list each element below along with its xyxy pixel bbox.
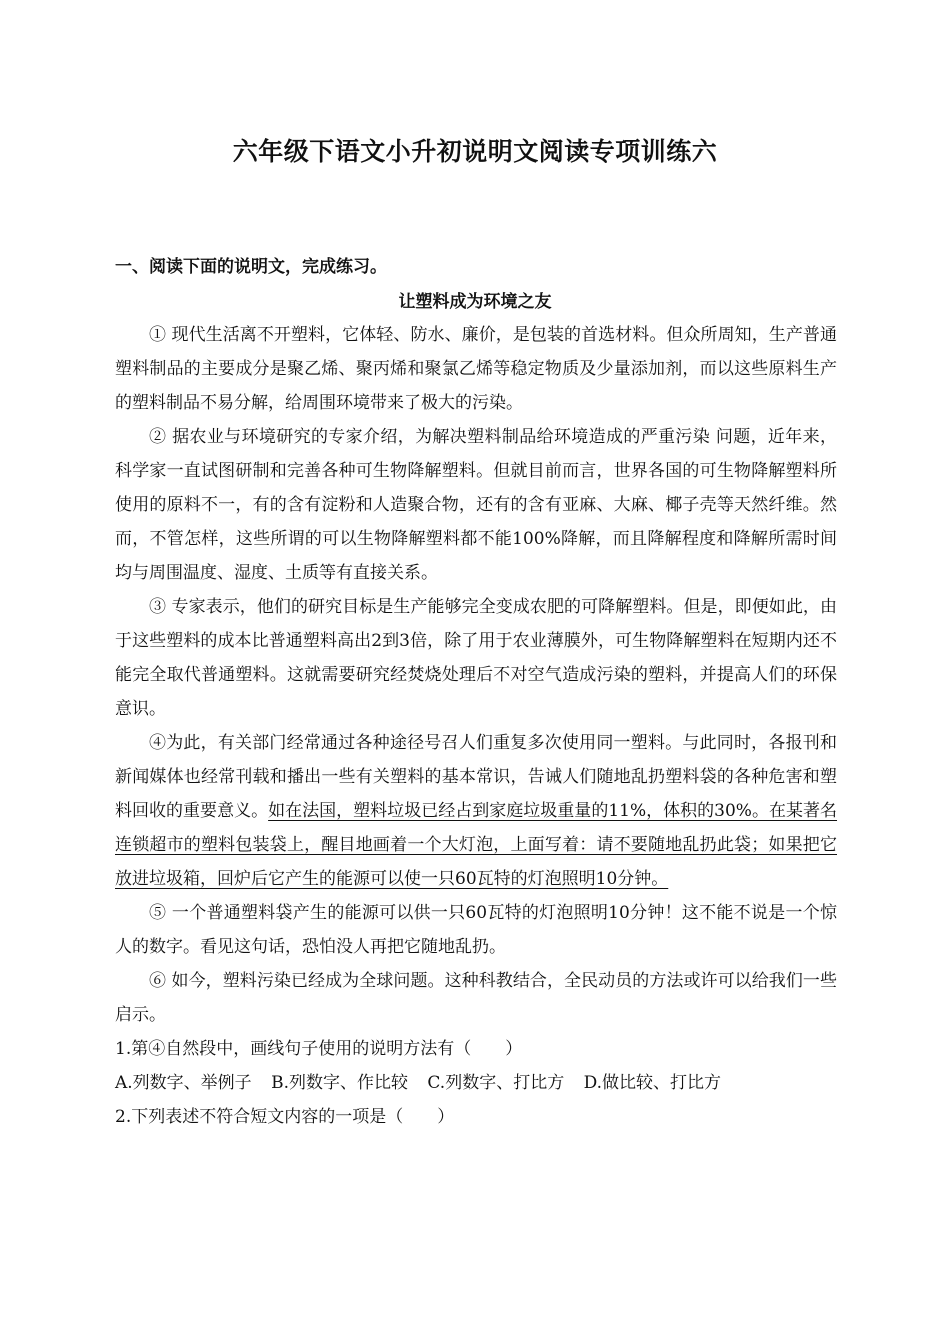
section-heading: 一、阅读下面的说明文，完成练习。: [115, 257, 387, 277]
paragraph-4: [115, 726, 837, 896]
paragraph-1: ① 现代生活离不开塑料，它体轻、防水、廉价，是包装的首选材料。但众所周知，生产普通塑料制品的主要成分是聚乙烯、聚丙烯和聚氯乙烯等稳定物质及少量添加剂，而以这些原料生产的塑料制品不易分解，给周围环境带来了极大的污染。: [115, 325, 837, 413]
paragraph-6: ⑥ 如今，塑料污染已经成为全球问题。这种科教结合，全民动员的方法或许可以给我们一些启示。: [115, 971, 837, 1025]
paragraph-2: ② 据农业与环境研究的专家介绍，为解决塑料制品给环境造成的严重污染 问题，近年来，科学家一直试图研制和完善各种可生物降解塑料。但就目前而言，世界各国的可生物降解塑料所使用的原料不一，有的含有淀粉和人造聚合物，还有的含有亚麻、大麻、椰子壳等天然纤维。然而，不管怎样，这些所谓的可以生物降解塑料都不能100%降解，而且降解程度和降解所需时间均与周围温度、湿度、土质等有直接关系。: [115, 427, 837, 583]
option-a: A.列数字、举例子: [115, 1073, 252, 1093]
option-d: D.做比较、打比方: [583, 1073, 722, 1093]
paragraph-4-text: ④为此，有关部门经常通过各种途径号召人们重复多次使用同一塑料。与此同时，各报刊和新闻媒体也经常刊载和播出一些有关塑料的基本常识，告诫人们随地乱扔塑料袋的各种危害和塑料回收的重要意义。: [115, 733, 837, 821]
option-c: C.列数字、打比方: [427, 1073, 565, 1093]
article-body: [115, 318, 837, 1134]
underlined-sentence: 如在法国，塑料垃圾已经占到家庭垃圾重量的11%，体积的30%。在某著名连锁超市的塑料包装袋上，醒目地画着一个大灯泡，上面写着：请不要随地乱扔此袋；如果把它放进垃圾箱，回炉后它产生的能源可以使一只60瓦特的灯泡照明10分钟。: [115, 801, 838, 889]
paragraph-5: ⑤ 一个普通塑料袋产生的能源可以供一只60瓦特的灯泡照明10分钟！这不能不说是一个惊人的数字。看见这句话，恐怕没人再把它随地乱扔。: [115, 903, 837, 957]
question-2: 2.下列表述不符合短文内容的一项是（ ）: [115, 1107, 455, 1127]
question-1: 1.第④自然段中，画线句子使用的说明方法有（ ）: [115, 1039, 523, 1059]
document-title: 六年级下语文小升初说明文阅读专项训练六: [232, 137, 718, 166]
question-1-options: [115, 1066, 837, 1100]
option-b: B.列数字、作比较: [271, 1073, 408, 1093]
paragraph-3: ③ 专家表示，他们的研究目标是生产能够完全变成农肥的可降解塑料。但是，即便如此，由于这些塑料的成本比普通塑料高出2到3倍，除了用于农业薄膜外，可生物降解塑料在短期内还不能完全取代普通塑料。这就需要研究经焚烧处理后不对空气造成污染的塑料，并提高人们的环保意识。: [115, 597, 837, 719]
article-title: 让塑料成为环境之友: [398, 292, 552, 312]
